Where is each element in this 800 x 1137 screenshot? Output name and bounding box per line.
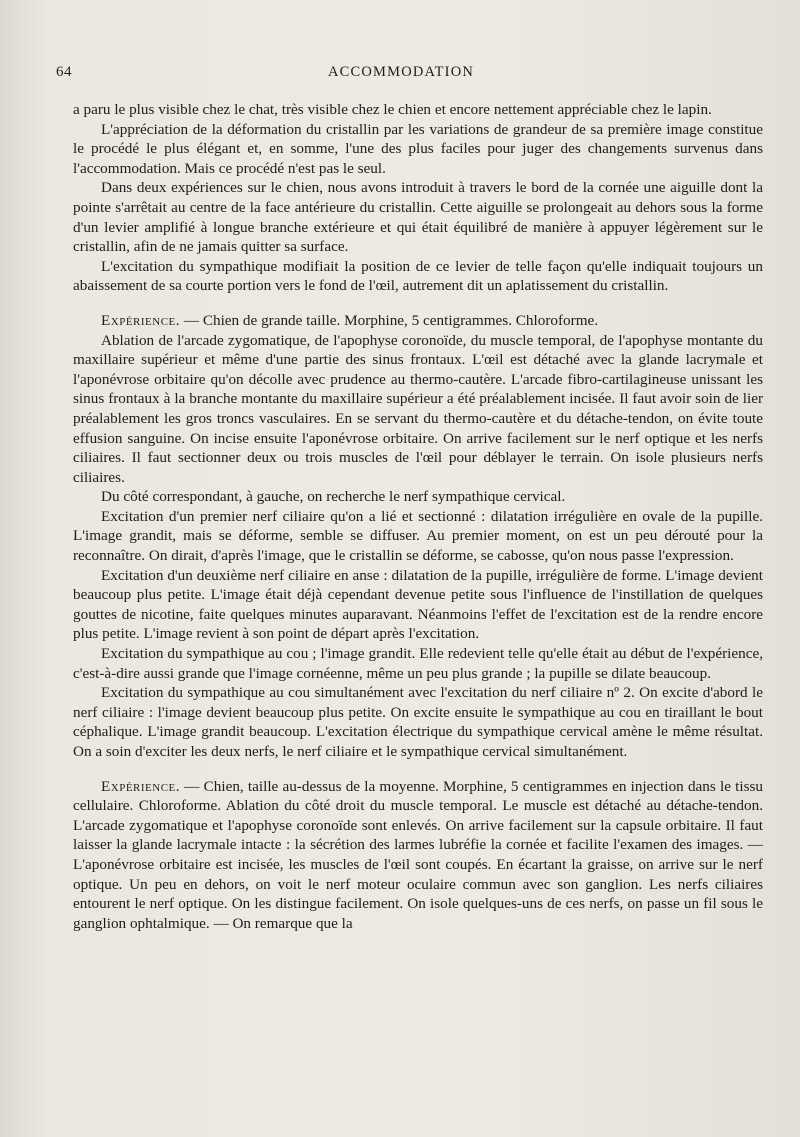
paragraph: Ablation de l'arcade zygomatique, de l'apophyse coronoïde, du muscle temporal, de l'apophyse montante du maxillaire supérieur et même d'une partie des sinus frontaux. L'œil est détaché avec la glande lacrymale et l'aponévrose orbitaire qu'on décolle avec prudence au thermo-cautère. L'arcade fibro-cartilagineuse unissant les sinus frontaux à la branche montante du maxillaire supérieur a été préalablement incisée. Il faut avoir soin de lier préalablement les gros troncs vasculaires. En se servant du thermo-cautère et du détache-tendon, on évite toute effusion sanguine. On incise ensuite l'aponévrose orbitaire. On arrive facilement sur le nerf optique et les nerfs ciliaires. Il faut sectionner deux ou trois muscles de l'œil pour déblayer le terrain. On isole plusieurs nerfs ciliaires.	[73, 331, 763, 486]
experience-2-paragraph	[73, 777, 763, 934]
paragraph: Dans deux expériences sur le chien, nous avons introduit à travers le bord de la cornée une aiguille dont la pointe s'arrêtait au centre de la face antérieure du cristallin. Cette aiguille se prolongeait au dehors sous la forme d'un levier amplifié à longue branche extérieure et qui était équilibré de manière à appuyer légèrement sur le cristallin, afin de ne jamais quitter sa surface.	[73, 179, 763, 256]
page-header	[56, 64, 746, 86]
experience-label: Expérience.	[101, 311, 181, 329]
experience-2-text: — Chien, taille au-dessus de la moyenne. Morphine, 5 centigrammes en injection dans le tissu cellulaire. Chloroforme. Ablation du côté droit du muscle temporal. Le muscle est détaché au détache-tendon. L'arcade zygomatique et l'apophyse coronoïde sont enlevés. On arrive facilement sur la capsule orbitaire. Il faut laisser la glande lacrymale intacte : la sécrétion des larmes lubréfie la cornée et facilite l'examen des images. — L'aponévrose orbitaire est incisée, les muscles de l'œil sont coupés. En écartant la graisse, on arrive sur le nerf optique. Un peu en dehors, on voit le nerf moteur oculaire commun avec son ganglion. Les nerfs ciliaires entourent le nerf optique. On les distingue facilement. On isole quelques-uns de ces nerfs, on passe un fil sous le ganglion ophtalmique. — On remarque que la	[73, 777, 763, 932]
paragraph: Excitation du sympathique au cou simultanément avec l'excitation du nerf ciliaire nº 2. On excite d'abord le nerf ciliaire : l'image devient beaucoup plus petite. On excite ensuite le sympathique au cou en tiraillant le bout céphalique. L'image grandit beaucoup. L'excitation électrique du sympathique cervical amène le même résultat. On a soin d'exciter les deux nerfs, le nerf ciliaire et le sympathique cervical simultanément.	[73, 684, 763, 760]
running-title: ACCOMMODATION	[327, 64, 475, 80]
paragraph: L'excitation du sympathique modifiait la position de ce levier de telle façon qu'elle indiquait toujours un abaissement de sa courte portion vers le fond de l'œil, autrement dit un aplatissement du cristallin.	[73, 257, 763, 295]
paragraph: Excitation d'un premier nerf ciliaire qu'on a lié et sectionné : dilatation irrégulière en ovale de la pupille. L'image grandit, mais se déforme, semble se diffuser. Au premier moment, on est un peu dérouté pour la reconnaître. On dirait, d'après l'image, que le cristallin se déforme, se cabosse, qu'on nous passe l'expression.	[73, 507, 763, 565]
experience-1-intro: — Chien de grande taille. Morphine, 5 centigrammes. Chloroforme.	[180, 311, 599, 329]
page-number: 64	[56, 64, 72, 80]
experience-label: Expérience.	[101, 777, 181, 795]
paragraph: L'appréciation de la déformation du cristallin par les variations de grandeur de sa première image constitue le procédé le plus élégant et, en somme, l'une des plus faciles pour juger des changements survenus dans l'accommodation. Mais ce procédé n'est pas le seul.	[73, 120, 763, 177]
paragraph: Du côté correspondant, à gauche, on recherche le nerf sympathique cervical.	[101, 488, 566, 506]
paragraph: Excitation du sympathique au cou ; l'image grandit. Elle redevient telle qu'elle était au début de l'expérience, c'est-à-dire aussi grande que l'image cornéenne, même un peu plus grande ; la pupille se dilate beaucoup.	[73, 645, 763, 682]
paragraph-continued: a paru le plus visible chez le chat, très visible chez le chien et encore nettement appréciable chez le lapin.	[73, 101, 712, 118]
experience-1-heading	[73, 311, 763, 331]
body-text	[73, 100, 763, 933]
paragraph: Excitation d'un deuxième nerf ciliaire en anse : dilatation de la pupille, irrégulière de forme. L'image devient beaucoup plus petite. L'image était déjà cependant devenue petite sous l'influence de l'instillation de quelques gouttes de nicotine, faite quelques minutes auparavant. Néanmoins l'effet de l'excitation est de la rendre encore plus petite. L'image revient à son point de départ après l'excitation.	[73, 566, 763, 643]
